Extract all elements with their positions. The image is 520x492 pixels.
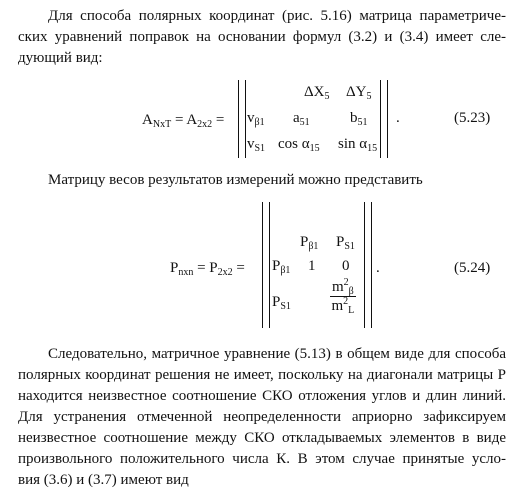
subscript: 2x2 <box>197 119 213 130</box>
column-header: $P_{S1}$ <box>336 234 355 252</box>
matrix-right-bar <box>380 80 388 158</box>
matrix-fraction: $\frac{m^2_\beta}{m^2_L}$ <box>331 277 355 316</box>
matrix-cell: $\cos \alpha_{15}$ <box>278 136 320 154</box>
intro-paragraph <box>18 6 506 69</box>
matrix-right-bar <box>364 202 372 328</box>
text-line: Следовательно, матричное уравнение (5.13) в общем виде для способа <box>48 346 506 362</box>
text-line: находится неизвестное соотношение СКО отложения углов и длин линий. <box>18 388 506 404</box>
column-header: $\Delta X_5$ <box>304 84 330 102</box>
equation-5-23 <box>0 80 520 160</box>
matrix-cell: $b_{51}$ <box>350 110 368 128</box>
subscript: 2x2 <box>217 267 233 278</box>
equals-sign: = <box>232 260 245 276</box>
equation-lhs <box>170 260 245 277</box>
matrix-left-bar <box>262 202 270 328</box>
equals-sign: = <box>212 112 225 128</box>
symbol: P <box>170 260 179 276</box>
matrix-cell: $\sin \alpha_{15}$ <box>338 136 378 154</box>
text-line: Для устранения отмеченной неопределенности априорно зафиксируем <box>18 409 506 425</box>
text-line: Для способа полярных координат (рис. 5.16) матрица параметриче- <box>48 8 506 24</box>
subscript: NxT <box>152 119 172 130</box>
matrix-cell: 0 <box>342 258 350 274</box>
row-label: $v_{\beta 1}$ <box>247 110 265 128</box>
text-line: полярных координат решения не имеет, поскольку на диагонали матрицы Р <box>18 367 506 383</box>
text-line: Матрицу весов результатов измерений можно представить <box>48 172 423 188</box>
symbol: = P <box>193 260 218 276</box>
conclusion-paragraph <box>18 344 506 491</box>
subscript: nxn <box>178 267 194 278</box>
text-line: неизвестное соотношение между СКО откладываемых элементов в виде <box>18 430 506 446</box>
row-label: $v_{S1}$ <box>247 136 266 154</box>
equation-number: (5.24) <box>454 260 491 276</box>
text-line: вия (3.6) и (3.7) имеют вид <box>18 472 189 488</box>
matrix-left-bar <box>238 80 246 158</box>
symbol: = A <box>171 112 198 128</box>
trailing-period: . <box>396 110 400 126</box>
column-header: $\Delta Y_5$ <box>346 84 372 102</box>
text-line: ских уравнений поправок на основании формул (3.2) и (3.4) имеет сле- <box>18 29 506 45</box>
weight-paragraph <box>18 170 506 191</box>
matrix-cell: 1 <box>308 258 316 274</box>
column-header: $P_{\beta 1}$ <box>300 234 319 252</box>
symbol: A <box>142 112 153 128</box>
matrix-cell: $a_{51}$ <box>293 110 310 128</box>
equation-lhs <box>142 112 224 129</box>
equation-5-24 <box>0 202 520 332</box>
text-line: дующий вид: <box>18 50 103 66</box>
text-line: произвольного положительного числа К. В этом случае принятые усло- <box>18 451 506 467</box>
row-label: $P_{\beta 1}$ <box>272 258 291 276</box>
equation-number: (5.23) <box>454 110 491 126</box>
row-label: $P_{S1}$ <box>272 294 291 312</box>
trailing-period: . <box>376 260 380 276</box>
